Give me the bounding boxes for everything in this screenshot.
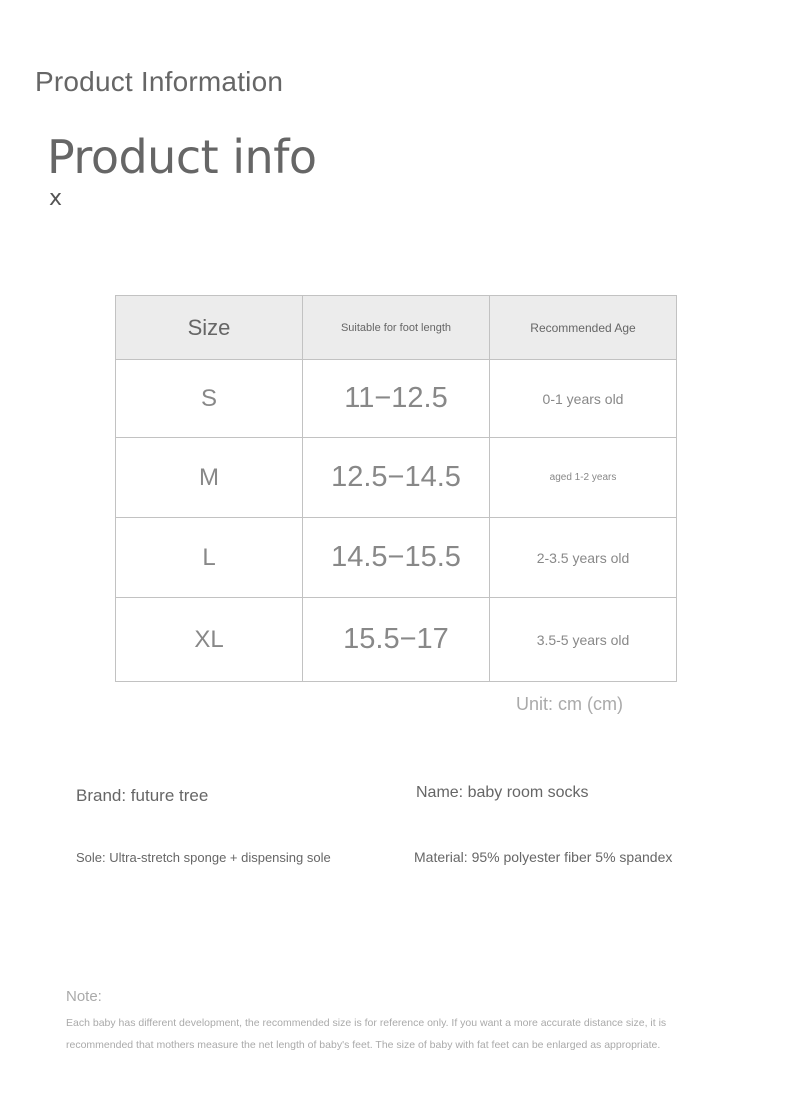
table-header-row xyxy=(116,296,677,360)
age-cell: 0-1 years old xyxy=(490,360,677,438)
foot-length-cell: 14.5−15.5 xyxy=(303,518,490,598)
size-chart-table xyxy=(115,295,677,682)
size-cell: S xyxy=(116,360,303,438)
name-spec: Name: baby room socks xyxy=(416,784,589,801)
header-recommended-age: Recommended Age xyxy=(490,296,677,360)
table-row xyxy=(116,360,677,438)
foot-length-cell: 15.5−17 xyxy=(303,598,490,682)
header-size: Size xyxy=(116,296,303,360)
age-cell: 3.5-5 years old xyxy=(490,598,677,682)
size-cell: XL xyxy=(116,598,303,682)
table-row xyxy=(116,438,677,518)
note-body: Each baby has different development, the recommended size is for reference only. If you want a more accurate distance size, it is recommended that mothers measure the net length of baby's feet. The size of baby with fat feet can be enlarged as appropriate. xyxy=(66,1017,667,1051)
size-cell: M xyxy=(116,438,303,518)
section-title: Product info xyxy=(47,130,317,184)
table-row xyxy=(116,598,677,682)
sole-spec: Sole: Ultra-stretch sponge + dispensing sole xyxy=(76,850,331,865)
header-foot-length: Suitable for foot length xyxy=(303,296,490,360)
brand-spec: Brand: future tree xyxy=(76,786,209,805)
size-cell: L xyxy=(116,518,303,598)
foot-length-cell: 12.5−14.5 xyxy=(303,438,490,518)
age-cell: aged 1-2 years xyxy=(490,438,677,518)
note-title: Note: xyxy=(66,988,102,1005)
material-spec: Material: 95% polyester fiber 5% spandex xyxy=(414,849,673,865)
page-title: Product Information xyxy=(35,66,284,97)
foot-length-cell: 11−12.5 xyxy=(303,360,490,438)
age-cell: 2-3.5 years old xyxy=(490,518,677,598)
decorative-x-mark: x xyxy=(49,186,63,211)
table-row xyxy=(116,518,677,598)
unit-note: Unit: cm (cm) xyxy=(516,694,623,714)
